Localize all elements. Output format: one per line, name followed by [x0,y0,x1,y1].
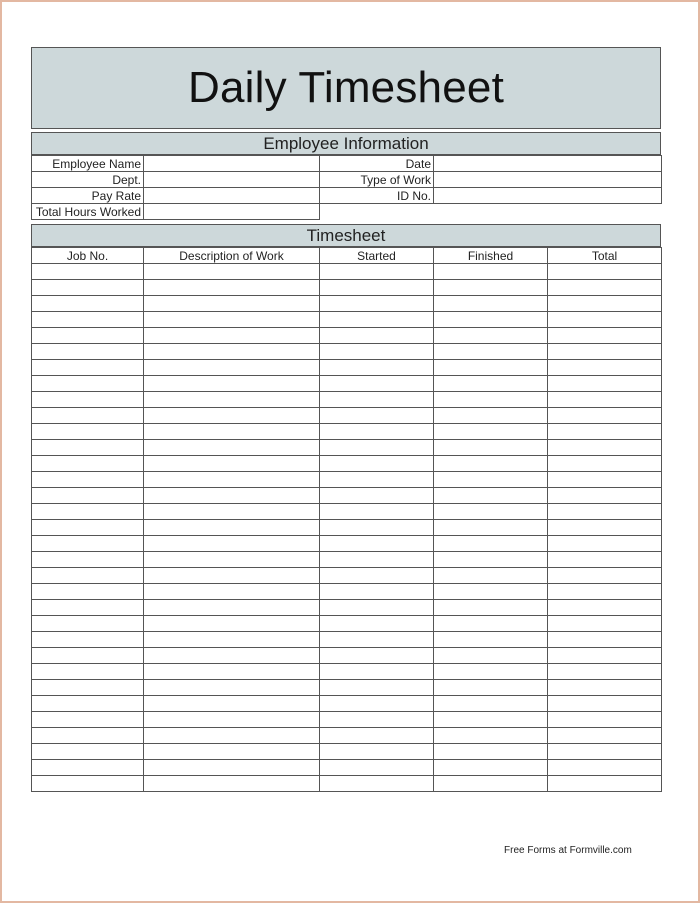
table-row [32,392,662,408]
finished-cell[interactable] [434,456,548,472]
table-row [32,472,662,488]
table-row [32,712,662,728]
finished-cell[interactable] [434,424,548,440]
job-no-cell[interactable] [32,472,144,488]
started-cell[interactable] [320,568,434,584]
job-no-cell[interactable] [32,536,144,552]
started-cell[interactable] [320,456,434,472]
description-cell[interactable] [144,760,320,776]
description-cell[interactable] [144,360,320,376]
description-cell[interactable] [144,600,320,616]
column-header-finished: Finished [434,248,548,264]
finished-cell[interactable] [434,360,548,376]
description-cell[interactable] [144,632,320,648]
description-cell[interactable] [144,536,320,552]
total-hours-label: Total Hours Worked [32,204,144,220]
total-cell[interactable] [548,328,662,344]
table-row [32,328,662,344]
id-no-field[interactable] [434,188,662,204]
description-cell[interactable] [144,328,320,344]
timesheet-header-row [32,248,662,264]
table-row [32,616,662,632]
employee-name-field[interactable] [144,156,320,172]
info-empty-cell [434,204,662,220]
total-cell[interactable] [548,776,662,792]
job-no-cell[interactable] [32,392,144,408]
job-no-cell[interactable] [32,648,144,664]
job-no-cell[interactable] [32,760,144,776]
job-no-cell[interactable] [32,744,144,760]
finished-cell[interactable] [434,552,548,568]
description-cell[interactable] [144,712,320,728]
job-no-cell[interactable] [32,728,144,744]
total-cell[interactable] [548,664,662,680]
description-cell[interactable] [144,312,320,328]
dept-label: Dept. [32,172,144,188]
footer-credit: Free Forms at Formville.com [504,845,632,856]
description-cell[interactable] [144,472,320,488]
total-cell[interactable] [548,264,662,280]
finished-cell[interactable] [434,440,548,456]
info-row [32,156,662,172]
info-row [32,172,662,188]
total-cell[interactable] [548,344,662,360]
employee-info-header: Employee Information [31,132,661,155]
table-row [32,568,662,584]
table-row [32,424,662,440]
table-row [32,312,662,328]
total-cell[interactable] [548,600,662,616]
started-cell[interactable] [320,264,434,280]
info-row [32,204,662,220]
finished-cell[interactable] [434,712,548,728]
started-cell[interactable] [320,664,434,680]
description-cell[interactable] [144,408,320,424]
table-row [32,536,662,552]
description-cell[interactable] [144,616,320,632]
job-no-cell[interactable] [32,264,144,280]
total-cell[interactable] [548,424,662,440]
job-no-cell[interactable] [32,360,144,376]
finished-cell[interactable] [434,568,548,584]
total-cell[interactable] [548,408,662,424]
id-no-label: ID No. [320,188,434,204]
job-no-cell[interactable] [32,584,144,600]
table-row [32,376,662,392]
table-row [32,600,662,616]
total-cell[interactable] [548,696,662,712]
date-label: Date [320,156,434,172]
finished-cell[interactable] [434,600,548,616]
total-cell[interactable] [548,376,662,392]
finished-cell[interactable] [434,536,548,552]
started-cell[interactable] [320,440,434,456]
table-row [32,456,662,472]
finished-cell[interactable] [434,616,548,632]
timesheet-table [31,247,662,792]
job-no-cell[interactable] [32,520,144,536]
table-row [32,552,662,568]
employee-name-label: Employee Name [32,156,144,172]
started-cell[interactable] [320,472,434,488]
job-no-cell[interactable] [32,424,144,440]
total-cell[interactable] [548,616,662,632]
total-cell[interactable] [548,488,662,504]
table-row [32,648,662,664]
description-cell[interactable] [144,744,320,760]
started-cell[interactable] [320,504,434,520]
description-cell[interactable] [144,664,320,680]
started-cell[interactable] [320,760,434,776]
total-cell[interactable] [548,552,662,568]
job-no-cell[interactable] [32,632,144,648]
description-cell[interactable] [144,776,320,792]
timesheet-header: Timesheet [31,224,661,247]
description-cell[interactable] [144,728,320,744]
total-cell[interactable] [548,728,662,744]
total-cell[interactable] [548,504,662,520]
finished-cell[interactable] [434,728,548,744]
table-row [32,760,662,776]
started-cell[interactable] [320,680,434,696]
description-cell[interactable] [144,648,320,664]
started-cell[interactable] [320,648,434,664]
finished-cell[interactable] [434,296,548,312]
job-no-cell[interactable] [32,488,144,504]
started-cell[interactable] [320,312,434,328]
job-no-cell[interactable] [32,712,144,728]
finished-cell[interactable] [434,696,548,712]
job-no-cell[interactable] [32,616,144,632]
finished-cell[interactable] [434,344,548,360]
table-row [32,264,662,280]
table-row [32,584,662,600]
finished-cell[interactable] [434,488,548,504]
total-cell[interactable] [548,680,662,696]
total-cell[interactable] [548,760,662,776]
total-cell[interactable] [548,520,662,536]
total-cell[interactable] [548,456,662,472]
job-no-cell[interactable] [32,328,144,344]
finished-cell[interactable] [434,392,548,408]
job-no-cell[interactable] [32,440,144,456]
started-cell[interactable] [320,360,434,376]
table-row [32,520,662,536]
total-cell[interactable] [548,632,662,648]
finished-cell[interactable] [434,648,548,664]
job-no-cell[interactable] [32,696,144,712]
finished-cell[interactable] [434,760,548,776]
job-no-cell[interactable] [32,312,144,328]
table-row [32,296,662,312]
started-cell[interactable] [320,296,434,312]
description-cell[interactable] [144,392,320,408]
started-cell[interactable] [320,280,434,296]
table-row [32,504,662,520]
finished-cell[interactable] [434,584,548,600]
job-no-cell[interactable] [32,664,144,680]
description-cell[interactable] [144,696,320,712]
total-cell[interactable] [548,744,662,760]
total-cell[interactable] [548,536,662,552]
pay-rate-field[interactable] [144,188,320,204]
started-cell[interactable] [320,392,434,408]
description-cell[interactable] [144,520,320,536]
table-row [32,488,662,504]
started-cell[interactable] [320,408,434,424]
table-row [32,440,662,456]
table-row [32,776,662,792]
finished-cell[interactable] [434,632,548,648]
finished-cell[interactable] [434,680,548,696]
description-cell[interactable] [144,568,320,584]
dept-field[interactable] [144,172,320,188]
info-row [32,188,662,204]
total-cell[interactable] [548,584,662,600]
finished-cell[interactable] [434,408,548,424]
started-cell[interactable] [320,712,434,728]
started-cell[interactable] [320,584,434,600]
table-row [32,744,662,760]
finished-cell[interactable] [434,312,548,328]
total-cell[interactable] [548,648,662,664]
started-cell[interactable] [320,488,434,504]
total-hours-field[interactable] [144,204,320,220]
started-cell[interactable] [320,520,434,536]
started-cell[interactable] [320,744,434,760]
title-banner [31,47,661,129]
job-no-cell[interactable] [32,408,144,424]
description-cell[interactable] [144,552,320,568]
page-title: Daily Timesheet [187,63,504,112]
job-no-cell[interactable] [32,552,144,568]
description-cell[interactable] [144,376,320,392]
description-cell[interactable] [144,440,320,456]
employee-info-table [31,155,662,220]
started-cell[interactable] [320,376,434,392]
description-cell[interactable] [144,296,320,312]
info-empty-cell [320,204,434,220]
table-row [32,280,662,296]
finished-cell[interactable] [434,328,548,344]
started-cell[interactable] [320,696,434,712]
job-no-cell[interactable] [32,504,144,520]
table-row [32,408,662,424]
total-cell[interactable] [548,712,662,728]
total-cell[interactable] [548,472,662,488]
total-cell[interactable] [548,568,662,584]
finished-cell[interactable] [434,520,548,536]
total-cell[interactable] [548,360,662,376]
finished-cell[interactable] [434,472,548,488]
description-cell[interactable] [144,280,320,296]
finished-cell[interactable] [434,280,548,296]
total-cell[interactable] [548,296,662,312]
started-cell[interactable] [320,728,434,744]
finished-cell[interactable] [434,776,548,792]
finished-cell[interactable] [434,504,548,520]
job-no-cell[interactable] [32,600,144,616]
started-cell[interactable] [320,344,434,360]
job-no-cell[interactable] [32,280,144,296]
table-row [32,728,662,744]
column-header-started: Started [320,248,434,264]
started-cell[interactable] [320,424,434,440]
table-row [32,680,662,696]
description-cell[interactable] [144,504,320,520]
date-field[interactable] [434,156,662,172]
description-cell[interactable] [144,584,320,600]
description-cell[interactable] [144,680,320,696]
finished-cell[interactable] [434,744,548,760]
total-cell[interactable] [548,280,662,296]
description-cell[interactable] [144,344,320,360]
pay-rate-label: Pay Rate [32,188,144,204]
job-no-cell[interactable] [32,456,144,472]
type-of-work-field[interactable] [434,172,662,188]
job-no-cell[interactable] [32,568,144,584]
table-row [32,632,662,648]
started-cell[interactable] [320,536,434,552]
total-cell[interactable] [548,392,662,408]
started-cell[interactable] [320,600,434,616]
job-no-cell[interactable] [32,680,144,696]
description-cell[interactable] [144,264,320,280]
job-no-cell[interactable] [32,776,144,792]
started-cell[interactable] [320,632,434,648]
description-cell[interactable] [144,424,320,440]
table-row [32,664,662,680]
finished-cell[interactable] [434,376,548,392]
job-no-cell[interactable] [32,344,144,360]
job-no-cell[interactable] [32,296,144,312]
column-header-job-no: Job No. [32,248,144,264]
finished-cell[interactable] [434,264,548,280]
total-cell[interactable] [548,440,662,456]
table-row [32,360,662,376]
total-cell[interactable] [548,312,662,328]
type-of-work-label: Type of Work [320,172,434,188]
table-row [32,696,662,712]
finished-cell[interactable] [434,664,548,680]
column-header-description: Description of Work [144,248,320,264]
column-header-total: Total [548,248,662,264]
started-cell[interactable] [320,552,434,568]
job-no-cell[interactable] [32,376,144,392]
description-cell[interactable] [144,456,320,472]
description-cell[interactable] [144,488,320,504]
table-row [32,344,662,360]
started-cell[interactable] [320,328,434,344]
started-cell[interactable] [320,776,434,792]
started-cell[interactable] [320,616,434,632]
timesheet-body [32,264,662,792]
